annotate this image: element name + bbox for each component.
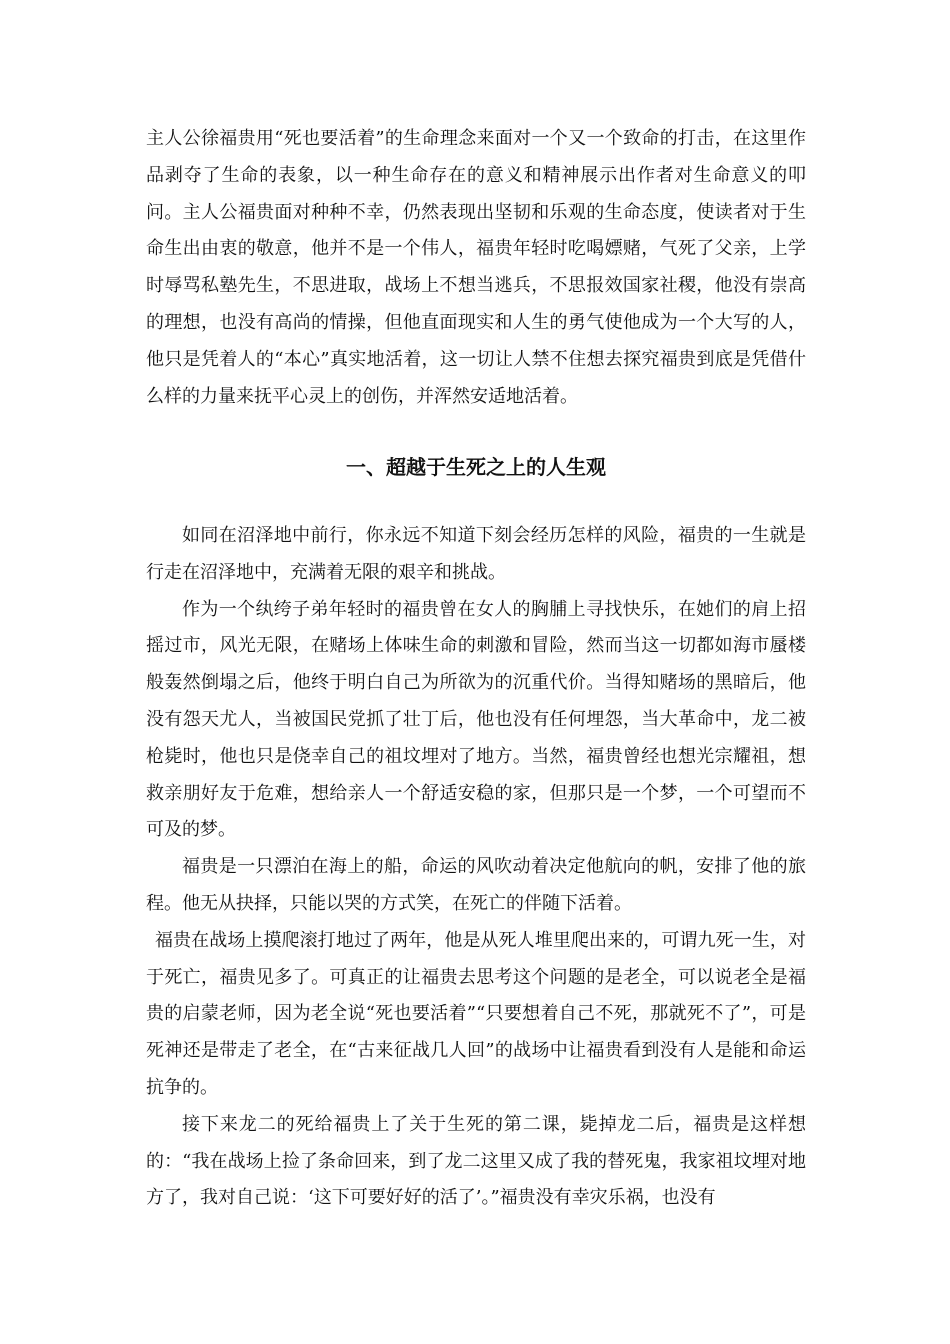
body-paragraph: 作为一个纨绔子弟年轻时的福贵曾在女人的胸脯上寻找快乐，在她们的肩上招摇过市，风光无限，在赌场上体味生命的刺激和冒险，然而当这一切都如海市蜃楼般轰然倒塌之后，他终于明白自己为所欲为的沉重代价。当得知赌场的黑暗后，他没有怨天尤人，当被国民党抓了壮丁后，他也没有任何埋怨，当大革命中，龙二被枪毙时，他也只是侥幸自己的祖坟埋对了地方。当然，福贵曾经也想光宗耀祖，想救亲朋好友于危难，想给亲人一个舒适安稳的家，但那只是一个梦，一个可望而不可及的梦。 [146, 598, 806, 841]
intro-paragraph: 主人公徐福贵用“死也要活着”的生命理念来面对一个又一个致命的打击，在这里作品剥夺了生命的表象，以一种生命存在的意义和精神展示出作者对生命意义的叩问。主人公福贵面对种种不幸，仍然表现出坚韧和乐观的生命态度，使读者对于生命生出由衷的敬意，他并不是一个伟人，福贵年轻时吃喝嫖赌，气死了父亲，上学时辱骂私塾先生，不思进取，战场上不想当逃兵，不思报效国家社稷，他没有崇高的理想，也没有高尚的情操，但他直面现实和人生的勇气使他成为一个大写的人，他只是凭着人的“本心”真实地活着，这一切让人禁不住想去探究福贵到底是凭借什么样的力量来抚平心灵上的创伤，并浑然安适地活着。 [146, 128, 806, 407]
body-paragraph: 福贵在战场上摸爬滚打地过了两年，他是从死人堆里爬出来的，可谓九死一生，对于死亡，福贵见多了。可真正的让福贵去思考这个问题的是老全，可以说老全是福贵的启蒙老师，因为老全说“死也要活着”“只要想着自己不死，那就死不了”，可是死神还是带走了老全，在“古来征战几人回”的战场中让福贵看到没有人是能和命运抗争的。 [146, 929, 806, 1098]
section-heading: 一、超越于生死之上的人生观 [346, 455, 606, 479]
body-paragraph: 福贵是一只漂泊在海上的船，命运的风吹动着决定他航向的帆，安排了他的旅程。他无从抉择，只能以哭的方式笑，在死亡的伴随下活着。 [146, 856, 806, 914]
intro-section [146, 121, 806, 415]
body-paragraph: 如同在沼泽地中前行，你永远不知道下刻会经历怎样的风险，福贵的一生就是行走在沼泽地中，充满着无限的艰辛和挑战。 [146, 525, 806, 583]
section-body [146, 518, 806, 1217]
body-paragraph: 接下来龙二的死给福贵上了关于生死的第二课，毙掉龙二后，福贵是这样想的：“我在战场上捡了条命回来，到了龙二这里又成了我的替死鬼，我家祖坟埋对地方了，我对自己说：‘这下可要好好的活了’。”福贵没有幸灾乐祸，也没有 [146, 1113, 806, 1209]
